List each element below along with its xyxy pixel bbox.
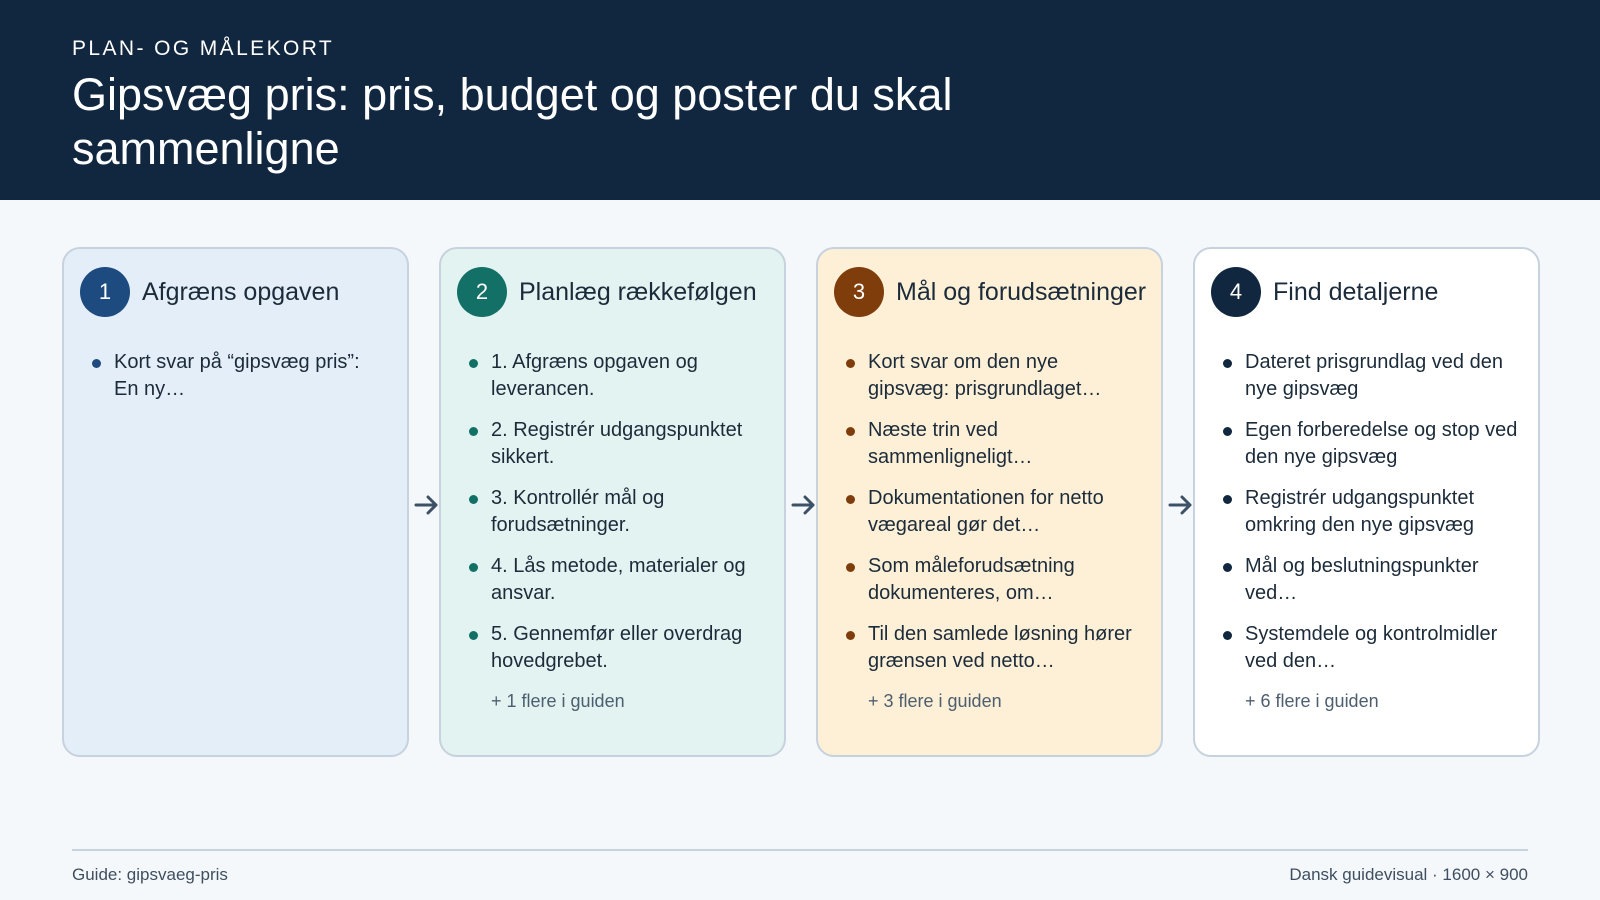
footer-meta-label: Dansk guidevisual · 1600 × 900 xyxy=(1289,865,1528,884)
step-card-header xyxy=(1211,267,1438,317)
step-card-4 xyxy=(1193,247,1540,757)
list-item-text: Mål og beslutningspunkter ved… xyxy=(1245,555,1479,604)
list-item-text: 5. Gennemfør eller overdrag hovedgrebet. xyxy=(491,623,743,672)
bullet-icon xyxy=(846,359,855,368)
list-item-text: Til den samlede løsning hører grænsen ved netto… xyxy=(868,623,1132,672)
list-item xyxy=(1221,485,1520,539)
list-item xyxy=(844,417,1143,471)
eyebrow-label: PLAN- OG MÅLEKORT xyxy=(72,37,335,60)
list-item-text: 2. Registrér udgangspunktet sikkert. xyxy=(491,419,743,468)
list-item-text: 1. Afgræns opgaven og leverancen. xyxy=(491,351,698,400)
step-item-list xyxy=(1221,349,1520,689)
list-item xyxy=(844,621,1143,675)
bullet-icon xyxy=(846,495,855,504)
step-number-badge: 4 xyxy=(1211,267,1261,317)
bullet-icon xyxy=(1223,427,1232,436)
step-number-badge: 3 xyxy=(834,267,884,317)
bullet-icon xyxy=(1223,495,1232,504)
step-title: Afgræns opgaven xyxy=(142,277,340,306)
bullet-icon xyxy=(846,563,855,572)
step-title: Find detaljerne xyxy=(1273,277,1439,306)
step-item-list xyxy=(467,349,766,689)
list-item-text: 4. Lås metode, materialer og ansvar. xyxy=(491,555,746,604)
list-item-text: Systemdele og kontrolmidler ved den… xyxy=(1245,623,1498,672)
step-title: Planlæg rækkefølgen xyxy=(519,277,757,306)
bullet-icon xyxy=(469,427,478,436)
list-item xyxy=(844,553,1143,607)
step-card-header xyxy=(80,267,339,317)
list-item xyxy=(467,553,766,607)
list-item-text: Som måleforudsætning dokumenteres, om… xyxy=(868,555,1075,604)
step-number-badge: 1 xyxy=(80,267,130,317)
arrow-right-icon xyxy=(412,490,442,520)
list-item-text: Kort svar på “gipsvæg pris”: En ny… xyxy=(114,351,360,400)
list-item xyxy=(467,349,766,403)
bullet-icon xyxy=(846,427,855,436)
list-item xyxy=(844,485,1143,539)
list-item-text: Kort svar om den nye gipsvæg: prisgrundlaget… xyxy=(868,351,1102,400)
list-item xyxy=(1221,553,1520,607)
step-title: Mål og forudsætninger xyxy=(896,277,1147,306)
list-item xyxy=(90,349,389,403)
bullet-icon xyxy=(1223,563,1232,572)
bullet-icon xyxy=(1223,359,1232,368)
list-item-text: Egen forberedelse og stop ved den nye gipsvæg xyxy=(1245,419,1518,468)
more-in-guide-link[interactable]: + 1 flere i guiden xyxy=(491,691,625,711)
arrow-right-icon xyxy=(1166,490,1196,520)
list-item xyxy=(467,621,766,675)
step-card-header xyxy=(834,267,1146,317)
list-item xyxy=(1221,417,1520,471)
bullet-icon xyxy=(469,563,478,572)
more-in-guide-link[interactable]: + 6 flere i guiden xyxy=(1245,691,1379,711)
footer-guide-label: Guide: gipsvaeg-pris xyxy=(72,865,228,884)
bullet-icon xyxy=(1223,631,1232,640)
list-item xyxy=(1221,349,1520,403)
more-in-guide-link[interactable]: + 3 flere i guiden xyxy=(868,691,1002,711)
arrow-right-icon xyxy=(789,490,819,520)
list-item-text: Næste trin ved sammenligneligt… xyxy=(868,419,1033,468)
step-item-list xyxy=(844,349,1143,689)
step-card-1 xyxy=(62,247,409,757)
list-item-text: Registrér udgangspunktet omkring den nye gipsvæg xyxy=(1245,487,1475,536)
bullet-icon xyxy=(846,631,855,640)
bullet-icon xyxy=(92,359,101,368)
bullet-icon xyxy=(469,495,478,504)
list-item-text: Dokumentationen for netto vægareal gør det… xyxy=(868,487,1104,536)
step-card-2 xyxy=(439,247,786,757)
step-item-list xyxy=(90,349,389,417)
list-item xyxy=(1221,621,1520,675)
bullet-icon xyxy=(469,359,478,368)
step-number-badge: 2 xyxy=(457,267,507,317)
bullet-icon xyxy=(469,631,478,640)
list-item xyxy=(844,349,1143,403)
footer-divider xyxy=(72,849,1528,851)
list-item xyxy=(467,417,766,471)
step-card-3 xyxy=(816,247,1163,757)
list-item-text: Dateret prisgrundlag ved den nye gipsvæg xyxy=(1245,351,1503,400)
header-banner xyxy=(0,0,1600,200)
page-title: Gipsvæg pris: pris, budget og poster du skal sammenligne xyxy=(72,69,953,174)
list-item xyxy=(467,485,766,539)
step-card-header xyxy=(457,267,757,317)
list-item-text: 3. Kontrollér mål og forudsætninger. xyxy=(491,487,665,536)
